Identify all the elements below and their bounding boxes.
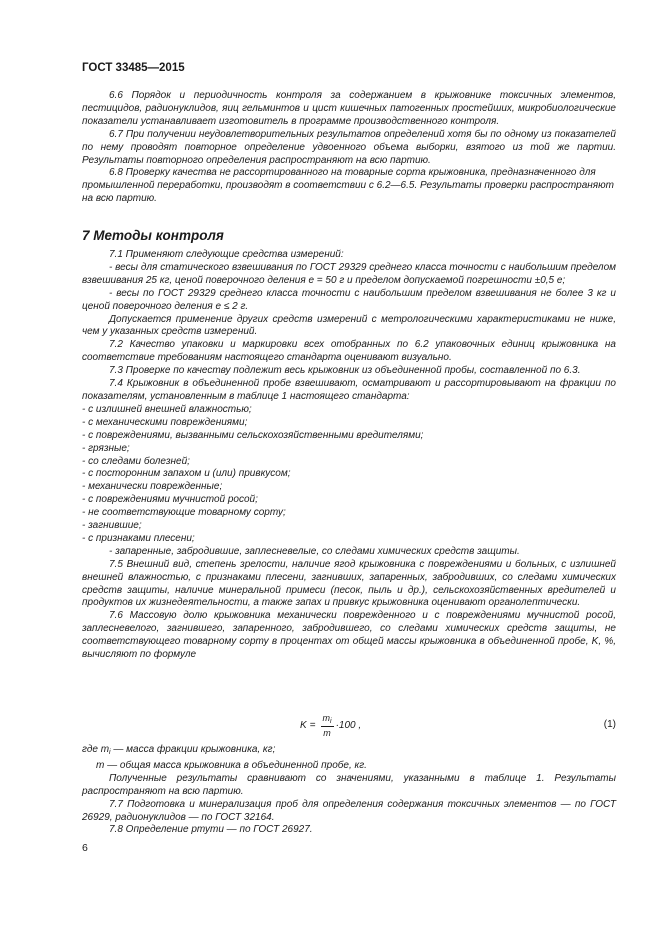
section-7-paragraph: 7.1 Применяют следующие средства измерений: <box>109 249 344 260</box>
section-7-paragraph: - весы для статического взвешивания по ГОСТ 29329 среднего класса точности с наибольшим пределом взвешивания 25 кг, ценой поверочного деления e = 50 г и пределом допускаемой погрешности ±0,5 e; <box>82 261 616 286</box>
paragraph-6-7: 6.7 При получении неудовлетворительных результатов определений хотя бы по одному из показателей по нему проводят повторное определение удвоенного объема выборки, взятого из той же партии. Результаты повторного определения распространяют на всю партию. <box>82 128 616 166</box>
formula <box>82 712 616 738</box>
section-7-paragraph: Допускается применение других средств измерений с метрологическими характеристиками не ниже, чем у указанных средств измерений. <box>82 313 616 338</box>
section-7-paragraph: - с посторонним запахом и (или) привкусом; <box>82 468 291 480</box>
definition-subscript: i <box>109 749 111 756</box>
section-7-paragraph: - со следами болезней; <box>82 455 190 467</box>
definition-symbol: m <box>96 759 105 771</box>
standard-id: ГОСТ 33485—2015 <box>82 62 185 74</box>
definition-mi <box>82 744 616 760</box>
section-7-paragraph: 7.6 Массовую долю крыжовника механически поврежденного и с повреждениями мучнистой росой, заплесневелого, загнившего, запаренного, забродившего, со следами химических средств защиты, не соответствующего товарному сорту в процентах от общей массы крыжовника в объединенной пробе, K, %, вычисляют по формуле <box>82 610 616 661</box>
section-7-paragraph: - запаренные, забродившие, заплесневелые, со следами химических средств защиты. <box>109 545 520 557</box>
section-7-paragraph: - загнившие; <box>82 520 142 532</box>
section-7-paragraph: - с повреждениями, вызванными сельскохозяйственными вредителями; <box>82 429 424 441</box>
definition-prefix: где <box>82 744 101 755</box>
formula-denominator: m <box>323 727 331 738</box>
section-7-paragraph: - механически поврежденные; <box>82 481 223 493</box>
section-7-body <box>82 249 616 662</box>
formula-lhs: K <box>300 719 307 731</box>
formula-fraction <box>321 713 334 738</box>
paragraph-results: Полученные результаты сравнивают со значениями, указанными в таблице 1. Результаты распространяют на всю партию. <box>82 772 616 797</box>
section-7-paragraph: - с повреждениями мучнистой росой; <box>82 494 258 506</box>
page-number: 6 <box>82 842 88 854</box>
paragraph-6-6: 6.6 Порядок и периодичность контроля за содержанием в крыжовнике токсичных элементов, пестицидов, радионуклидов, яиц гельминтов и цист кишечных патогенных простейших, микробиологические показатели устанавливает изготовитель в программе производственного контроля. <box>82 90 616 127</box>
section-7-continuation <box>82 744 616 837</box>
section-7-paragraph: - с признаками плесени; <box>82 532 195 544</box>
section-7-paragraph: 7.3 Проверке по качеству подлежит весь крыжовник из объединенной пробы, составленной по 6.3. <box>109 365 581 377</box>
section-7-paragraph: - грязные; <box>82 442 130 454</box>
section-7-paragraph: - с механическими повреждениями; <box>82 416 248 428</box>
formula-expression <box>300 712 361 738</box>
section-7-paragraph: - с излишней внешней влажностью; <box>82 403 252 415</box>
definition-text: — общая масса крыжовника в объединенной пробе, кг. <box>104 759 367 771</box>
numerator-symbol: m <box>322 712 331 723</box>
definition-symbol: m <box>100 744 110 755</box>
section-heading: 7 Методы контроля <box>82 228 224 243</box>
section-7-paragraph: 7.4 Крыжовник в объединенной пробе взвешивают, осматривают и рассортировывают на фракции по показателям, установленным в таблице 1 настоящего стандарта: <box>82 378 616 402</box>
section-7-paragraph: 7.5 Внешний вид, степень зрелости, наличие ягод крыжовника с повреждениями и больных, с излишней внешней влажностью, с признаками плесени, загнивших, запаренных, забродивших, со следами химических средств защиты, наличие минеральной примеси (песок, пыль и др.), сельскохозяйственных вредителей и продуктов их жизнедеятельности, а также запах и привкус крыжовника оценивают органолептически. <box>82 558 616 609</box>
formula-multiplier: ·100 , <box>335 719 362 731</box>
formula-numerator <box>321 713 334 727</box>
definition-text: — масса фракции крыжовника, кг; <box>110 744 276 755</box>
equation-number: (1) <box>603 719 616 730</box>
section-7-paragraph: - не соответствующие товарному сорту; <box>82 507 286 519</box>
paragraph-7-8: 7.8 Определение ртути — по ГОСТ 26927. <box>109 824 313 836</box>
definition-m <box>82 760 616 773</box>
section-7-paragraph: - весы по ГОСТ 29329 среднего класса точности с наибольшим пределом взвешивания не более 3 кг и ценой поверочного деления e ≤ 2 г. <box>82 287 616 312</box>
numerator-subscript: i <box>330 717 332 725</box>
paragraph-7-7: 7.7 Подготовка и минерализация проб для определения содержания токсичных элементов — по ГОСТ 26929, радионуклидов — по ГОСТ 32164. <box>82 798 616 823</box>
section-7-paragraph: 7.2 Качество упаковки и маркировки всех отобранных по 6.2 упаковочных единиц крыжовника на соответствие требованиям настоящего стандарта оценивают визуально. <box>82 339 616 364</box>
section-6-tail <box>82 90 616 206</box>
formula-equals: = <box>309 719 316 731</box>
paragraph-6-8: 6.8 Проверку качества не рассортированного на товарные сорта крыжовника, предназначенного для промышленной переработки, производят в соответствии с 6.2—6.5. Результаты проверки распространяют на всю партию. <box>82 167 614 205</box>
